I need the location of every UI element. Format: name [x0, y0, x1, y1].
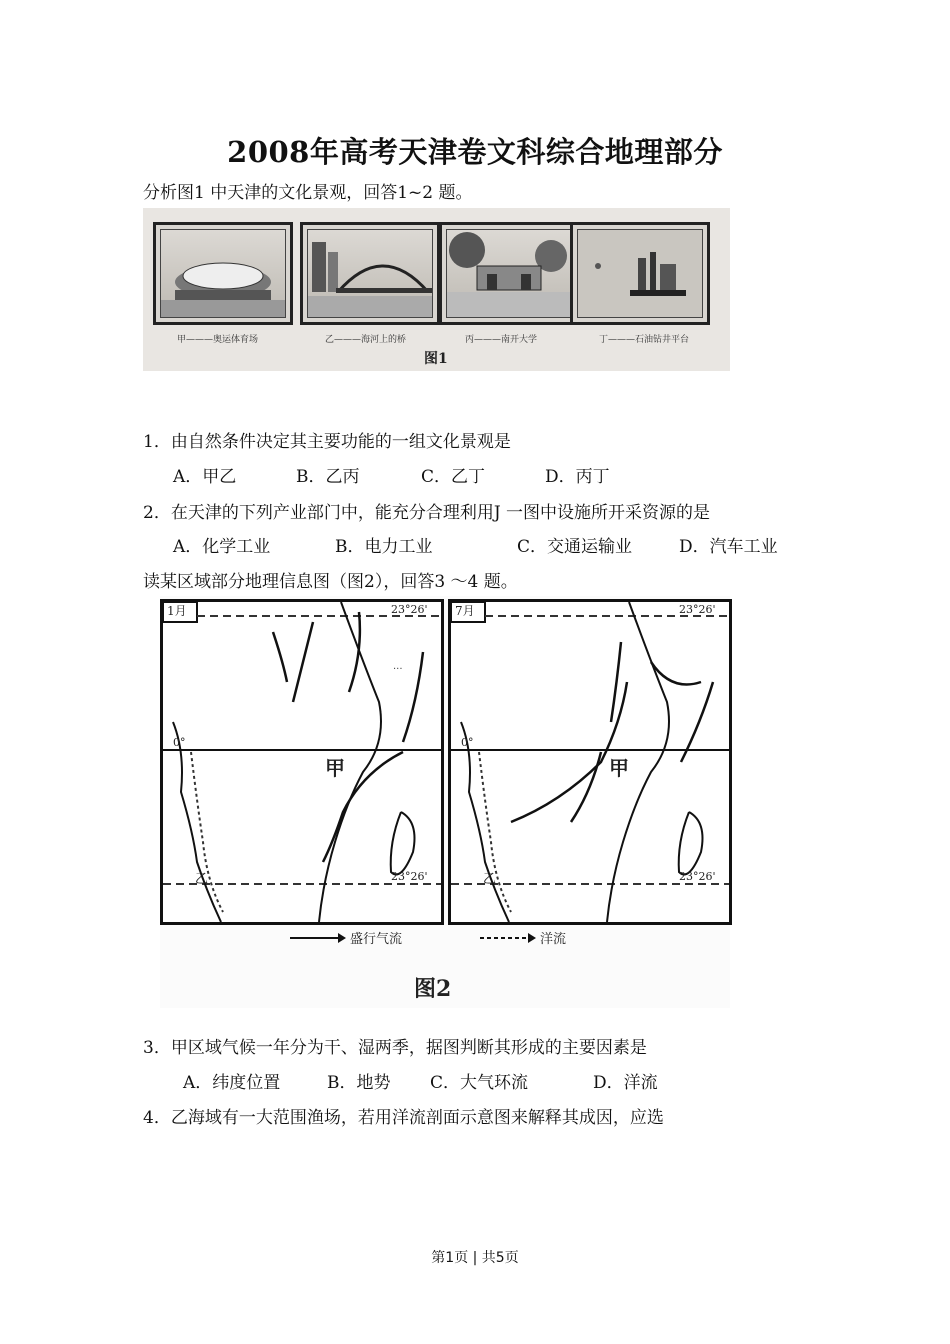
map-july: [448, 599, 732, 925]
label-equator-right: 0°: [461, 736, 474, 749]
caption-ding: 丁———石油钻井平台: [599, 335, 690, 345]
q2-option-a: A．化学工业: [173, 537, 271, 557]
q3-option-b: B．地势: [327, 1073, 391, 1093]
q1-option-c: C．乙丁: [421, 467, 486, 487]
label-lat-top-right: 23°26': [679, 603, 716, 616]
figure-2: [160, 596, 730, 1008]
label-january: 1月: [167, 604, 187, 618]
question-3: 3．甲区域气候一年分为干、湿两季，据图判断其形成的主要因素是: [143, 1038, 647, 1058]
label-equator-left: 0°: [173, 736, 186, 749]
photo-oil-platform: [570, 222, 710, 325]
map-january: [160, 599, 444, 925]
q2-option-d: D．汽车工业: [679, 537, 778, 557]
label-yi-left: 乙: [195, 872, 209, 887]
label-july: 7月: [455, 604, 475, 618]
photo-stadium: [153, 222, 293, 325]
legend-current-label: 洋流: [540, 932, 567, 947]
label-lat-bottom-right: 23°26': [679, 870, 716, 883]
intro-text-1: 分析图1 中天津的文化景观，回答1~2 题。: [143, 183, 473, 203]
page-footer: 第1页 | 共5页: [431, 1250, 519, 1266]
q2-option-b: B．电力工业: [335, 537, 433, 557]
legend-wind-arrow-icon: [288, 932, 348, 944]
caption-jia: 甲———奥运体育场: [177, 335, 259, 345]
figure-1: [143, 208, 730, 371]
q1-option-d: D．丙丁: [545, 467, 610, 487]
q1-option-b: B．乙丙: [296, 467, 360, 487]
photo-bridge: [300, 222, 440, 325]
svg-text:···: ···: [393, 664, 403, 675]
intro-text-2: 读某区域部分地理信息图（图2），回答3 ～4 题。: [143, 572, 518, 592]
question-2: 2．在天津的下列产业部门中，能充分合理利用J 一图中设施所开采资源的是: [143, 503, 711, 523]
figure-1-label: 图1: [424, 351, 448, 367]
label-jia-right: 甲: [609, 756, 629, 780]
q3-option-c: C．大气环流: [430, 1073, 529, 1093]
label-lat-top-left: 23°26': [391, 603, 428, 616]
label-yi-right: 乙: [483, 872, 497, 887]
caption-yi: 乙———海河上的桥: [325, 335, 407, 345]
label-jia-left: 甲: [325, 756, 345, 780]
question-4: 4．乙海域有一大范围渔场，若用洋流剖面示意图来解释其成因，应选: [143, 1108, 664, 1128]
q2-option-c: C．交通运输业: [517, 537, 633, 557]
legend-wind-label: 盛行气流: [350, 932, 403, 947]
q3-option-a: A．纬度位置: [183, 1073, 281, 1093]
legend-current-arrow-icon: [478, 932, 538, 944]
figure-2-label: 图2: [414, 976, 452, 1002]
page-title: 2008年高考天津卷文科综合地理部分: [227, 135, 723, 169]
label-lat-bottom-left: 23°26': [391, 870, 428, 883]
question-1: 1．由自然条件决定其主要功能的一组文化景观是: [143, 432, 511, 452]
photo-university: [439, 222, 579, 325]
q1-option-a: A．甲乙: [173, 467, 237, 487]
q3-option-d: D．洋流: [593, 1073, 658, 1093]
caption-bing: 丙———南开大学: [465, 335, 538, 345]
